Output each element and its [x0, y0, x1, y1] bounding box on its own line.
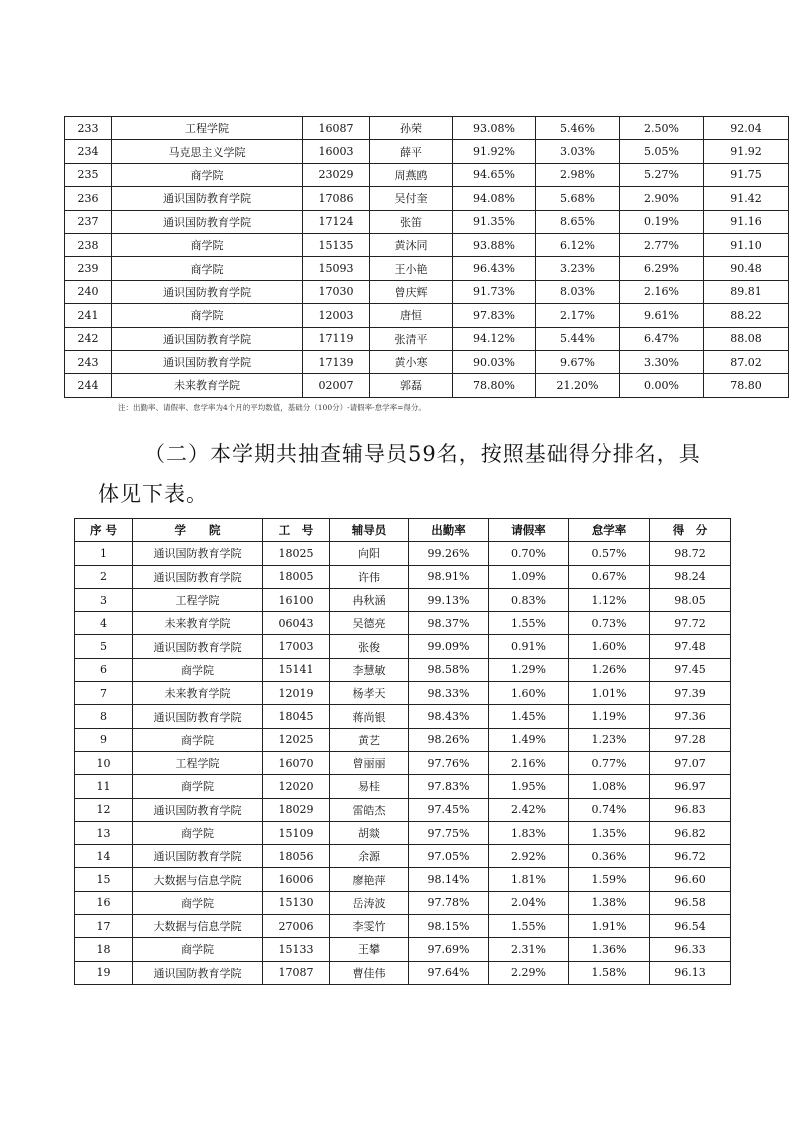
staff-id-cell: 18056 [263, 845, 330, 868]
table-row [75, 845, 731, 868]
attendance-rate-cell: 91.92% [453, 140, 536, 163]
score-cell: 97.28 [650, 728, 731, 751]
absence-rate-cell: 1.26% [569, 658, 650, 681]
counselor-ranking-table [74, 518, 731, 985]
attendance-rate-cell: 97.64% [409, 961, 489, 984]
counselor-cell: 余源 [330, 845, 409, 868]
leave-rate-cell: 2.16% [489, 751, 569, 774]
leave-rate-cell: 5.44% [536, 327, 620, 350]
rank-cell: 243 [65, 350, 112, 373]
table-row [65, 187, 789, 210]
leave-rate-cell: 2.42% [489, 798, 569, 821]
staff-id-cell: 17119 [303, 327, 370, 350]
attendance-rate-cell: 90.03% [453, 350, 536, 373]
table-row [75, 705, 731, 728]
leave-rate-cell: 1.55% [489, 915, 569, 938]
table-row [65, 257, 789, 280]
table-row [75, 728, 731, 751]
counselor-cell: 吴付奎 [370, 187, 453, 210]
leave-rate-cell: 2.31% [489, 938, 569, 961]
counselor-cell: 张清平 [370, 327, 453, 350]
staff-id-cell: 17003 [263, 635, 330, 658]
rank-cell: 17 [75, 915, 133, 938]
rank-cell: 242 [65, 327, 112, 350]
absence-rate-cell: 0.73% [569, 612, 650, 635]
counselor-cell: 曹佳伟 [330, 961, 409, 984]
absence-rate-cell: 1.35% [569, 821, 650, 844]
table-row [75, 658, 731, 681]
staff-id-cell: 12019 [263, 682, 330, 705]
rank-cell: 244 [65, 374, 112, 397]
leave-rate-cell: 1.95% [489, 775, 569, 798]
counselor-cell: 冉秋涵 [330, 588, 409, 611]
score-cell: 96.97 [650, 775, 731, 798]
rank-cell: 7 [75, 682, 133, 705]
absence-rate-cell: 1.12% [569, 588, 650, 611]
staff-id-header: 工 号 [263, 519, 330, 542]
staff-id-cell: 02007 [303, 374, 370, 397]
score-cell: 98.24 [650, 565, 731, 588]
table-row [75, 915, 731, 938]
college-cell: 未来教育学院 [133, 612, 263, 635]
score-cell: 96.58 [650, 891, 731, 914]
staff-id-cell: 15141 [263, 658, 330, 681]
attendance-rate-cell: 97.83% [453, 304, 536, 327]
score-cell: 88.22 [704, 304, 789, 327]
staff-id-cell: 18005 [263, 565, 330, 588]
leave-rate-cell: 2.04% [489, 891, 569, 914]
attendance-rate-cell: 96.43% [453, 257, 536, 280]
attendance-rate-cell: 99.13% [409, 588, 489, 611]
rank-cell: 237 [65, 210, 112, 233]
leave-rate-cell: 1.29% [489, 658, 569, 681]
attendance-rate-cell: 97.69% [409, 938, 489, 961]
rank-cell: 1 [75, 542, 133, 565]
attendance-rate-cell: 98.14% [409, 868, 489, 891]
attendance-rate-cell: 98.26% [409, 728, 489, 751]
score-cell: 91.16 [704, 210, 789, 233]
leave-rate-cell: 2.92% [489, 845, 569, 868]
staff-id-cell: 15135 [303, 233, 370, 256]
staff-id-cell: 16006 [263, 868, 330, 891]
score-cell: 96.60 [650, 868, 731, 891]
absence-rate-cell: 1.01% [569, 682, 650, 705]
table-row [65, 280, 789, 303]
staff-id-cell: 16003 [303, 140, 370, 163]
table-row [75, 635, 731, 658]
college-cell: 通识国防教育学院 [133, 845, 263, 868]
absence-rate-cell: 2.16% [620, 280, 704, 303]
college-cell: 通识国防教育学院 [112, 210, 303, 233]
counselor-cell: 曾庆辉 [370, 280, 453, 303]
attendance-rate-cell: 97.83% [409, 775, 489, 798]
counselor-cell: 张俊 [330, 635, 409, 658]
counselor-cell: 薛平 [370, 140, 453, 163]
attendance-rate-cell: 97.78% [409, 891, 489, 914]
college-cell: 通识国防教育学院 [112, 280, 303, 303]
score-cell: 89.81 [704, 280, 789, 303]
college-cell: 商学院 [133, 821, 263, 844]
attendance-rate-cell: 93.88% [453, 233, 536, 256]
leave-rate-cell: 1.83% [489, 821, 569, 844]
score-cell: 78.80 [704, 374, 789, 397]
score-cell: 97.72 [650, 612, 731, 635]
table-row [65, 210, 789, 233]
table-row [75, 682, 731, 705]
rank-cell: 233 [65, 117, 112, 140]
college-cell: 商学院 [112, 163, 303, 186]
rank-cell: 241 [65, 304, 112, 327]
leave-rate-cell: 21.20% [536, 374, 620, 397]
leave-rate-cell: 3.03% [536, 140, 620, 163]
score-cell: 96.54 [650, 915, 731, 938]
college-cell: 商学院 [133, 775, 263, 798]
staff-id-cell: 18045 [263, 705, 330, 728]
counselor-cell: 向阳 [330, 542, 409, 565]
rank-cell: 235 [65, 163, 112, 186]
college-cell: 通识国防教育学院 [133, 565, 263, 588]
counselor-cell: 孙荣 [370, 117, 453, 140]
rank-cell: 13 [75, 821, 133, 844]
college-cell: 商学院 [112, 304, 303, 327]
counselor-cell: 张笛 [370, 210, 453, 233]
score-cell: 97.36 [650, 705, 731, 728]
leave-rate-cell: 1.55% [489, 612, 569, 635]
counselor-cell: 杨孝天 [330, 682, 409, 705]
absence-rate-cell: 1.91% [569, 915, 650, 938]
table-row [75, 798, 731, 821]
table-row [65, 233, 789, 256]
rank-cell: 4 [75, 612, 133, 635]
score-cell: 91.75 [704, 163, 789, 186]
absence-rate-cell: 1.60% [569, 635, 650, 658]
score-cell: 96.13 [650, 961, 731, 984]
absence-rate-header: 怠学率 [569, 519, 650, 542]
leave-rate-cell: 0.91% [489, 635, 569, 658]
counselor-cell: 李慧敏 [330, 658, 409, 681]
absence-rate-cell: 0.36% [569, 845, 650, 868]
staff-id-cell: 17086 [303, 187, 370, 210]
attendance-rate-cell: 98.43% [409, 705, 489, 728]
college-cell: 通识国防教育学院 [112, 187, 303, 210]
rank-cell: 2 [75, 565, 133, 588]
table-footnote: 注：出勤率、请假率、怠学率为4个月的平均数值，基础分（100分）-请假率-怠学率=得分。 [118, 403, 426, 412]
rank-cell: 8 [75, 705, 133, 728]
staff-id-cell: 27006 [263, 915, 330, 938]
paragraph-text: （二）本学期共抽查辅导员59名，按照基础得分排名，具体见下表。 [98, 442, 701, 506]
staff-id-cell: 18025 [263, 542, 330, 565]
staff-id-cell: 15130 [263, 891, 330, 914]
score-cell: 91.42 [704, 187, 789, 210]
college-cell: 商学院 [133, 938, 263, 961]
counselor-cell: 黄艺 [330, 728, 409, 751]
attendance-rate-cell: 94.08% [453, 187, 536, 210]
score-cell: 91.92 [704, 140, 789, 163]
college-cell: 未来教育学院 [133, 682, 263, 705]
attendance-rate-cell: 94.12% [453, 327, 536, 350]
leave-rate-cell: 1.09% [489, 565, 569, 588]
college-cell: 商学院 [112, 257, 303, 280]
counselor-cell: 黄沐同 [370, 233, 453, 256]
score-cell: 87.02 [704, 350, 789, 373]
staff-id-cell: 12025 [263, 728, 330, 751]
rank-cell: 10 [75, 751, 133, 774]
attendance-rate-header: 出勤率 [409, 519, 489, 542]
college-cell: 工程学院 [133, 588, 263, 611]
attendance-rate-cell: 78.80% [453, 374, 536, 397]
absence-rate-cell: 0.00% [620, 374, 704, 397]
absence-rate-cell: 5.05% [620, 140, 704, 163]
score-cell: 97.45 [650, 658, 731, 681]
leave-rate-cell: 5.68% [536, 187, 620, 210]
college-cell: 大数据与信息学院 [133, 915, 263, 938]
leave-rate-cell: 8.03% [536, 280, 620, 303]
attendance-rate-cell: 97.75% [409, 821, 489, 844]
counselor-cell: 廖艳萍 [330, 868, 409, 891]
college-cell: 商学院 [133, 658, 263, 681]
absence-rate-cell: 1.38% [569, 891, 650, 914]
score-cell: 98.05 [650, 588, 731, 611]
staff-id-cell: 12003 [303, 304, 370, 327]
table-row [75, 961, 731, 984]
rank-cell: 19 [75, 961, 133, 984]
college-cell: 马克思主义学院 [112, 140, 303, 163]
absence-rate-cell: 5.27% [620, 163, 704, 186]
counselor-cell: 许伟 [330, 565, 409, 588]
staff-id-cell: 18029 [263, 798, 330, 821]
counselor-cell: 吴德亮 [330, 612, 409, 635]
table-row [65, 304, 789, 327]
staff-id-cell: 17139 [303, 350, 370, 373]
ranking-table-continued [64, 116, 789, 398]
staff-id-cell: 16100 [263, 588, 330, 611]
rank-cell: 12 [75, 798, 133, 821]
counselor-cell: 易桂 [330, 775, 409, 798]
table-row [65, 350, 789, 373]
leave-rate-cell: 1.81% [489, 868, 569, 891]
table-row [75, 612, 731, 635]
leave-rate-cell: 9.67% [536, 350, 620, 373]
score-cell: 97.07 [650, 751, 731, 774]
attendance-rate-cell: 93.08% [453, 117, 536, 140]
score-cell: 88.08 [704, 327, 789, 350]
leave-rate-cell: 3.23% [536, 257, 620, 280]
absence-rate-cell: 0.57% [569, 542, 650, 565]
leave-rate-cell: 1.49% [489, 728, 569, 751]
counselor-cell: 郭磊 [370, 374, 453, 397]
score-cell: 96.72 [650, 845, 731, 868]
table-row [65, 117, 789, 140]
counselor-cell: 雷皓杰 [330, 798, 409, 821]
staff-id-cell: 12020 [263, 775, 330, 798]
table-row [75, 938, 731, 961]
rank-cell: 240 [65, 280, 112, 303]
table-row [65, 374, 789, 397]
rank-cell: 15 [75, 868, 133, 891]
leave-rate-cell: 6.12% [536, 233, 620, 256]
leave-rate-cell: 2.17% [536, 304, 620, 327]
college-cell: 大数据与信息学院 [133, 868, 263, 891]
college-cell: 商学院 [133, 891, 263, 914]
staff-id-cell: 23029 [303, 163, 370, 186]
rank-cell: 6 [75, 658, 133, 681]
rank-cell: 239 [65, 257, 112, 280]
absence-rate-cell: 1.23% [569, 728, 650, 751]
college-cell: 商学院 [112, 233, 303, 256]
staff-id-cell: 15133 [263, 938, 330, 961]
rank-cell: 14 [75, 845, 133, 868]
counselor-cell: 周燕鸥 [370, 163, 453, 186]
rank-header: 序 号 [75, 519, 133, 542]
rank-cell: 9 [75, 728, 133, 751]
score-cell: 97.39 [650, 682, 731, 705]
attendance-rate-cell: 97.05% [409, 845, 489, 868]
college-cell: 工程学院 [133, 751, 263, 774]
counselor-cell: 岳涛波 [330, 891, 409, 914]
rank-cell: 18 [75, 938, 133, 961]
table-row [75, 775, 731, 798]
college-cell: 通识国防教育学院 [133, 542, 263, 565]
counselor-header: 辅导员 [330, 519, 409, 542]
attendance-rate-cell: 94.65% [453, 163, 536, 186]
attendance-rate-cell: 97.45% [409, 798, 489, 821]
attendance-rate-cell: 98.37% [409, 612, 489, 635]
college-cell: 通识国防教育学院 [112, 327, 303, 350]
absence-rate-cell: 2.77% [620, 233, 704, 256]
attendance-rate-cell: 99.26% [409, 542, 489, 565]
attendance-rate-cell: 91.73% [453, 280, 536, 303]
attendance-rate-cell: 98.15% [409, 915, 489, 938]
college-cell: 工程学院 [112, 117, 303, 140]
score-cell: 96.82 [650, 821, 731, 844]
absence-rate-cell: 1.19% [569, 705, 650, 728]
absence-rate-cell: 1.58% [569, 961, 650, 984]
rank-cell: 5 [75, 635, 133, 658]
score-header: 得 分 [650, 519, 731, 542]
college-header: 学 院 [133, 519, 263, 542]
absence-rate-cell: 6.29% [620, 257, 704, 280]
leave-rate-cell: 1.45% [489, 705, 569, 728]
counselor-cell: 唐恒 [370, 304, 453, 327]
leave-rate-header: 请假率 [489, 519, 569, 542]
absence-rate-cell: 9.61% [620, 304, 704, 327]
staff-id-cell: 15093 [303, 257, 370, 280]
absence-rate-cell: 0.19% [620, 210, 704, 233]
attendance-rate-cell: 97.76% [409, 751, 489, 774]
leave-rate-cell: 1.60% [489, 682, 569, 705]
score-cell: 98.72 [650, 542, 731, 565]
table-row [75, 821, 731, 844]
counselor-cell: 李雯竹 [330, 915, 409, 938]
table-row [65, 140, 789, 163]
college-cell: 通识国防教育学院 [133, 635, 263, 658]
absence-rate-cell: 0.74% [569, 798, 650, 821]
absence-rate-cell: 6.47% [620, 327, 704, 350]
absence-rate-cell: 1.08% [569, 775, 650, 798]
score-cell: 90.48 [704, 257, 789, 280]
counselor-cell: 曾丽丽 [330, 751, 409, 774]
staff-id-cell: 06043 [263, 612, 330, 635]
attendance-rate-cell: 98.58% [409, 658, 489, 681]
leave-rate-cell: 2.98% [536, 163, 620, 186]
table-row [75, 868, 731, 891]
score-cell: 96.33 [650, 938, 731, 961]
rank-cell: 234 [65, 140, 112, 163]
staff-id-cell: 17124 [303, 210, 370, 233]
rank-cell: 238 [65, 233, 112, 256]
table-header-row [75, 519, 731, 542]
absence-rate-cell: 3.30% [620, 350, 704, 373]
staff-id-cell: 16070 [263, 751, 330, 774]
absence-rate-cell: 1.59% [569, 868, 650, 891]
attendance-rate-cell: 91.35% [453, 210, 536, 233]
table-row [75, 542, 731, 565]
absence-rate-cell: 0.67% [569, 565, 650, 588]
staff-id-cell: 17087 [263, 961, 330, 984]
college-cell: 未来教育学院 [112, 374, 303, 397]
college-cell: 通识国防教育学院 [133, 798, 263, 821]
staff-id-cell: 16087 [303, 117, 370, 140]
counselor-cell: 胡燚 [330, 821, 409, 844]
college-cell: 商学院 [133, 728, 263, 751]
staff-id-cell: 17030 [303, 280, 370, 303]
leave-rate-cell: 0.83% [489, 588, 569, 611]
rank-cell: 16 [75, 891, 133, 914]
leave-rate-cell: 8.65% [536, 210, 620, 233]
absence-rate-cell: 0.77% [569, 751, 650, 774]
attendance-rate-cell: 98.91% [409, 565, 489, 588]
counselor-cell: 蒋尚银 [330, 705, 409, 728]
college-cell: 通识国防教育学院 [133, 705, 263, 728]
leave-rate-cell: 5.46% [536, 117, 620, 140]
absence-rate-cell: 2.90% [620, 187, 704, 210]
leave-rate-cell: 2.29% [489, 961, 569, 984]
table-row [75, 891, 731, 914]
score-cell: 96.83 [650, 798, 731, 821]
absence-rate-cell: 2.50% [620, 117, 704, 140]
table-row [75, 588, 731, 611]
attendance-rate-cell: 99.09% [409, 635, 489, 658]
score-cell: 97.48 [650, 635, 731, 658]
rank-cell: 11 [75, 775, 133, 798]
counselor-cell: 黄小寒 [370, 350, 453, 373]
rank-cell: 236 [65, 187, 112, 210]
table-row [65, 327, 789, 350]
college-cell: 通识国防教育学院 [133, 961, 263, 984]
table-row [75, 565, 731, 588]
counselor-cell: 王小艳 [370, 257, 453, 280]
college-cell: 通识国防教育学院 [112, 350, 303, 373]
table-row [75, 751, 731, 774]
section-paragraph [98, 434, 718, 514]
table-row [65, 163, 789, 186]
leave-rate-cell: 0.70% [489, 542, 569, 565]
score-cell: 91.10 [704, 233, 789, 256]
staff-id-cell: 15109 [263, 821, 330, 844]
rank-cell: 3 [75, 588, 133, 611]
attendance-rate-cell: 98.33% [409, 682, 489, 705]
score-cell: 92.04 [704, 117, 789, 140]
absence-rate-cell: 1.36% [569, 938, 650, 961]
counselor-cell: 王攀 [330, 938, 409, 961]
